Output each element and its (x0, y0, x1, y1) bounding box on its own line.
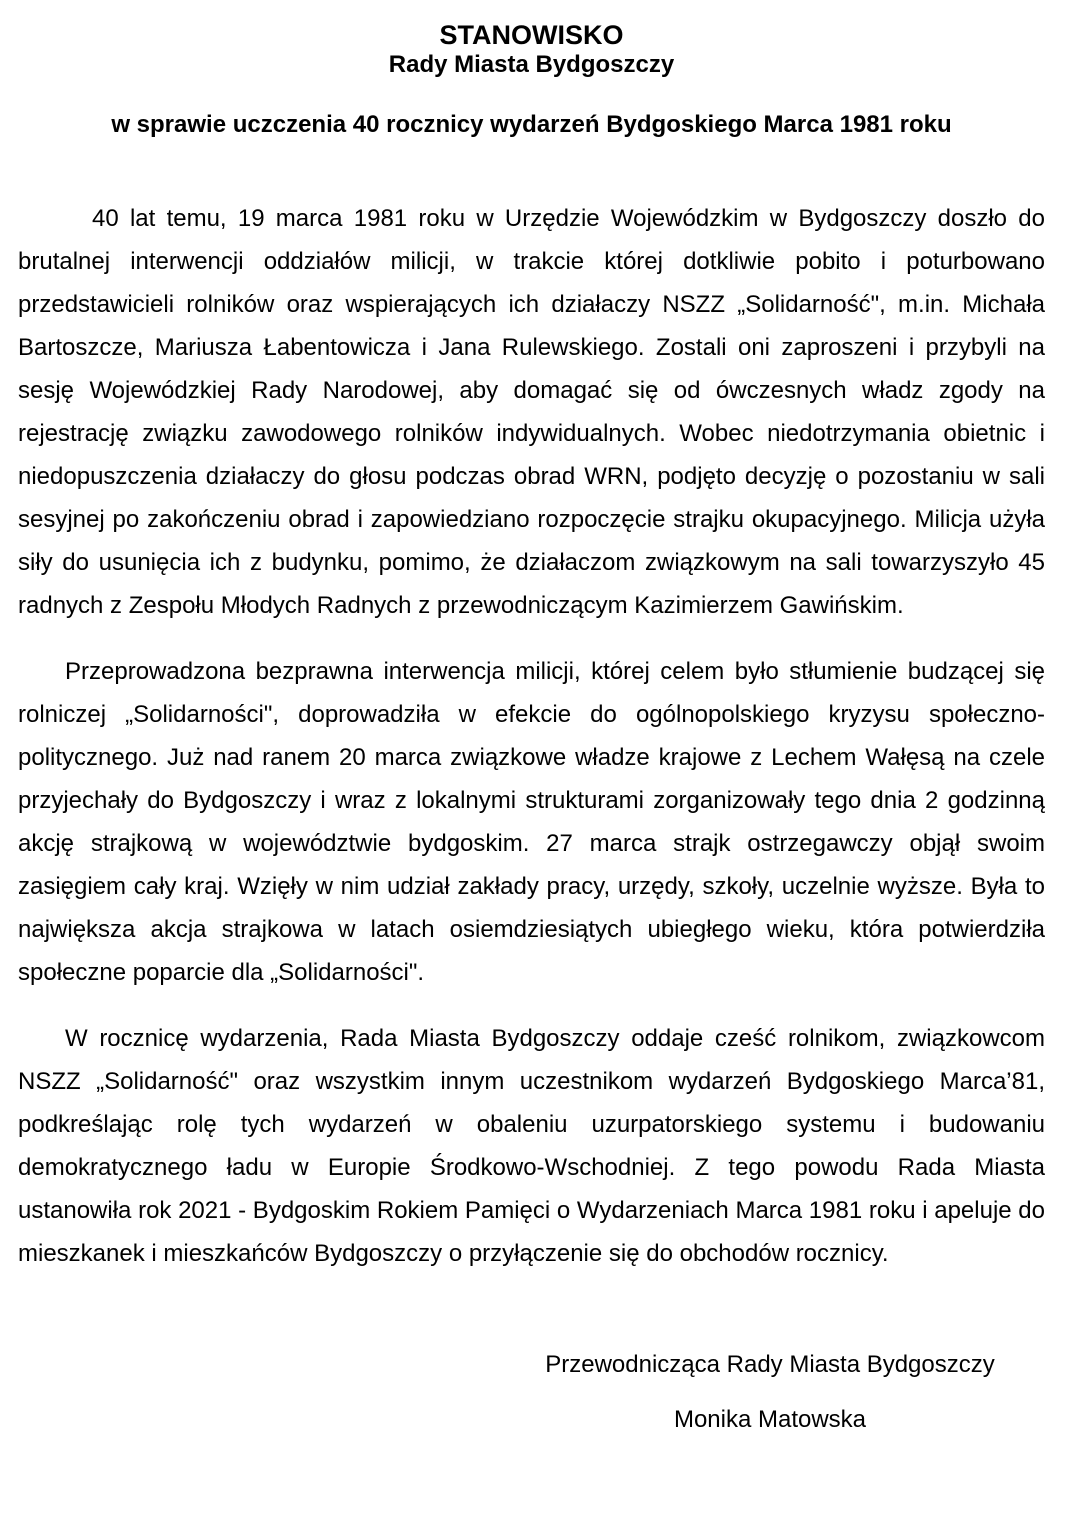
document-title: STANOWISKO (439, 20, 624, 50)
paragraph-2: Przeprowadzona bezprawna interwencja milicji, której celem było stłumienie budzącej się rolniczej „Solidarności", doprowadziła w efekcie do ogólnopolskiego kryzysu społeczno-politycznego. Już nad ranem 20 marca związkowe władze krajowe z Lechem Wałęsą na czele przyjechały do Bydgoszczy i wraz z lokalnymi strukturami zorganizowały tego dnia 2 godzinną akcję strajkową w województwie bydgoskim. 27 marca strajk ostrzegawczy objął swoim zasięgiem cały kraj. Wzięły w nim udział zakłady pracy, urzędy, szkoły, uczelnie wyższe. Była to największa akcja strajkowa w latach osiemdziesiątych ubiegłego wieku, która potwierdziła społeczne poparcie dla „Solidarności". (18, 658, 1045, 986)
document-body (18, 197, 1045, 1275)
paragraph-1: 40 lat temu, 19 marca 1981 roku w Urzędzie Wojewódzkim w Bydgoszczy doszło do brutalnej interwencji oddziałów milicji, w trakcie której dotkliwie pobito i poturbowano przedstawicieli rolników oraz wspierających ich działaczy NSZZ „Solidarność", m.in. Michała Bartoszcze, Mariusza Łabentowicza i Jana Rulewskiego. Zostali oni zaproszeni i przybyli na sesję Wojewódzkiej Rady Narodowej, aby domagać się od ówczesnych władz zgody na rejestrację związku zawodowego rolników indywidualnych. Wobec niedotrzymania obietnic i niedopuszczenia działaczy do głosu podczas obrad WRN, podjęto decyzję o pozostaniu w sali sesyjnej po zakończeniu obrad i zapowiedziano rozpoczęcie strajku okupacyjnego. Milicja użyła siły do usunięcia ich z budynku, pomimo, że działaczom związkowym na sali towarzyszyło 45 radnych z Zespołu Młodych Radnych z przewodniczącym Kazimierzem Gawińskim. (18, 205, 1045, 619)
document-header (18, 20, 1045, 140)
document-organization: Rady Miasta Bydgoszczy (388, 51, 675, 78)
paragraph-3: W rocznicę wydarzenia, Rada Miasta Bydgoszczy oddaje cześć rolnikom, związkowcom NSZZ „Solidarność" oraz wszystkim innym uczestnikom wydarzeń Bydgoskiego Marca’81, podkreślając rolę tych wydarzeń w obaleniu uzurpatorskiego systemu i budowaniu demokratycznego ładu w Europie Środkowo-Wschodniej. Z tego powodu Rada Miasta ustanowiła rok 2021 - Bydgoskim Rokiem Pamięci o Wydarzeniach Marca 1981 roku i apeluje do mieszkanek i mieszkańców Bydgoszczy o przyłączenie się do obchodów rocznicy. (18, 1025, 1045, 1267)
document-subject: w sprawie uczczenia 40 rocznicy wydarzeń Bydgoskiego Marca 1981 roku (111, 111, 952, 138)
signature-role: Przewodnicząca Rady Miasta Bydgoszczy (545, 1351, 995, 1378)
signature-block (510, 1343, 1030, 1441)
signature-name: Monika Matowska (673, 1406, 867, 1433)
